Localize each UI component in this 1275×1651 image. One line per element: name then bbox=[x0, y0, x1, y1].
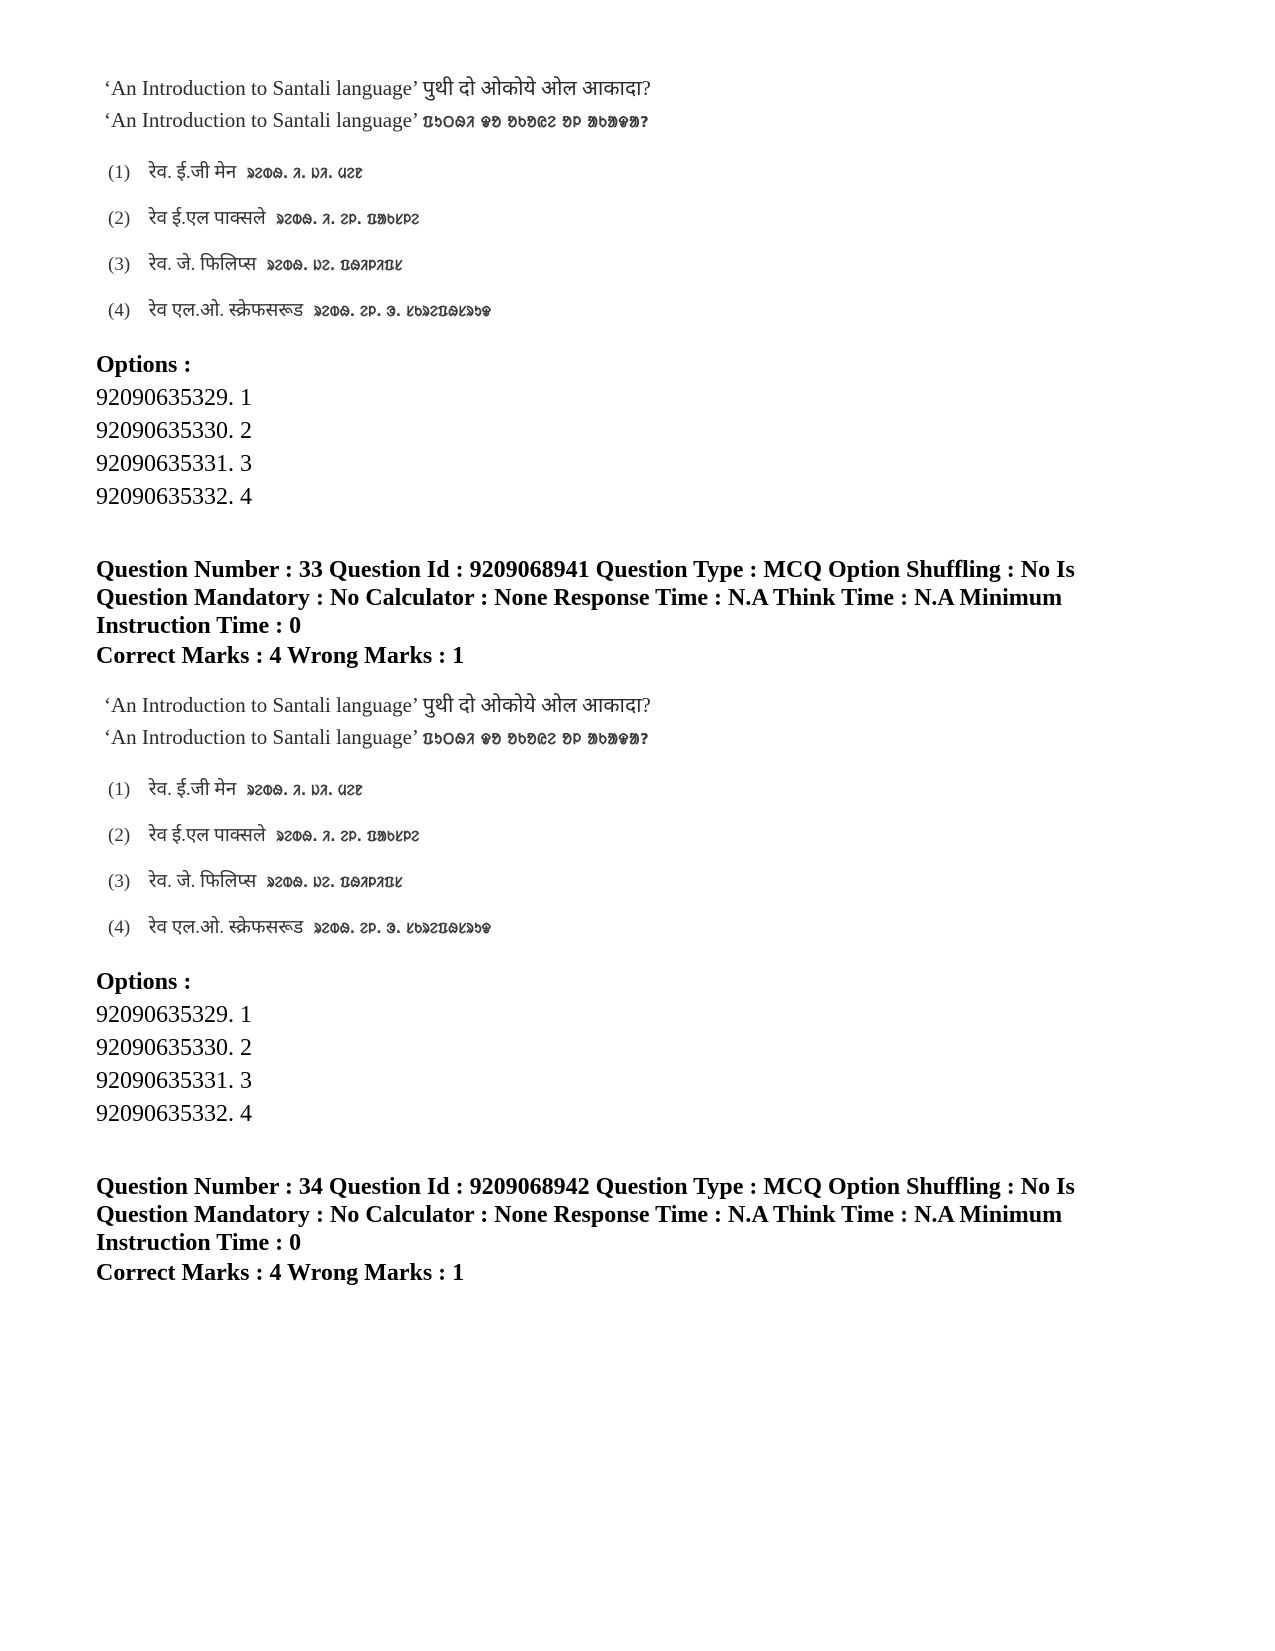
question-meta-line: Instruction Time : 0 bbox=[96, 613, 302, 639]
question-meta bbox=[96, 556, 1096, 640]
option-text-santali: ᱨᱮᱵᱷ. ᱤ. ᱡᱤ. ᱢᱮᱱ bbox=[247, 166, 363, 182]
question-text-hi: पुथी दो ओकोये ओल आकादा? bbox=[422, 76, 651, 100]
marks-line: Correct Marks : 4 Wrong Marks : 1 bbox=[96, 643, 465, 669]
option-text-santali: ᱨᱮᱵᱷ. ᱤ. ᱮᱞ. ᱯᱟᱠᱥᱞᱮ bbox=[276, 829, 420, 845]
option-id: 92090635330. 2 bbox=[96, 1035, 252, 1061]
question-meta bbox=[96, 1173, 1096, 1257]
answer-option bbox=[96, 196, 696, 242]
option-text-santali: ᱨᱮᱵᱷ. ᱤ. ᱡᱤ. ᱢᱮᱱ bbox=[247, 783, 363, 799]
marks-line: Correct Marks : 4 Wrong Marks : 1 bbox=[96, 1260, 465, 1286]
question-image bbox=[96, 689, 696, 951]
question-meta-line: Question Mandatory : No Calculator : None Response Time : N.A Think Time : N.A Minimum bbox=[96, 585, 1063, 611]
option-number: (4) bbox=[108, 300, 131, 321]
option-id: 92090635332. 4 bbox=[96, 1101, 252, 1127]
option-text-hi: रेव. ई.जी मेन bbox=[148, 162, 237, 183]
question-meta-line: Instruction Time : 0 bbox=[96, 1230, 302, 1256]
question-text-en: ‘An Introduction to Santali language’ bbox=[104, 725, 418, 749]
option-text-hi: रेव. जे. फिलिप्स bbox=[148, 254, 257, 275]
question-text-en: ‘An Introduction to Santali language’ bbox=[104, 693, 418, 717]
option-text-santali: ᱨᱮᱵᱷ. ᱤ. ᱮᱞ. ᱯᱟᱠᱥᱞᱮ bbox=[276, 212, 420, 228]
question-text-hi: पुथी दो ओकोये ओल आकादा? bbox=[422, 693, 651, 717]
option-text-hi: रेव एल.ओ. स्क्रेफसरूड bbox=[148, 300, 304, 321]
option-text-hi: रेव ई.एल पाक्सले bbox=[148, 825, 266, 846]
answer-option bbox=[96, 859, 696, 905]
question-image bbox=[96, 72, 696, 334]
options-heading: Options : bbox=[96, 969, 192, 995]
option-number: (2) bbox=[108, 208, 131, 229]
option-id: 92090635331. 3 bbox=[96, 451, 252, 477]
option-id: 92090635329. 1 bbox=[96, 1002, 252, 1028]
option-number: (2) bbox=[108, 825, 131, 846]
question-meta-line: Question Number : 34 Question Id : 9209068942 Question Type : MCQ Option Shuffling : No Is bbox=[96, 1174, 1075, 1200]
option-text-santali: ᱨᱮᱵᱷ. ᱡᱮ. ᱯᱷᱤᱞᱤᱯᱥ bbox=[267, 875, 403, 891]
question-text-en: ‘An Introduction to Santali language’ bbox=[104, 108, 418, 132]
options-list bbox=[96, 966, 252, 1131]
option-number: (4) bbox=[108, 917, 131, 938]
answer-option bbox=[96, 767, 696, 813]
option-number: (3) bbox=[108, 871, 131, 892]
answer-option bbox=[96, 150, 696, 196]
option-id: 92090635329. 1 bbox=[96, 385, 252, 411]
options-heading: Options : bbox=[96, 352, 192, 378]
question-line-english-santali bbox=[96, 104, 696, 136]
question-line-english-hindi bbox=[96, 689, 696, 721]
answer-option bbox=[96, 905, 696, 951]
option-text-hi: रेव. ई.जी मेन bbox=[148, 779, 237, 800]
options-list bbox=[96, 349, 252, 514]
answer-option bbox=[96, 288, 696, 334]
option-text-santali: ᱨᱮᱵᱷ. ᱡᱮ. ᱯᱷᱤᱞᱤᱯᱥ bbox=[267, 258, 403, 274]
question-text-santali: ᱯᱩᱛᱷᱤ ᱫᱚ ᱚᱠᱚᱭᱮ ᱚᱞ ᱟᱠᱟᱫᱟ? bbox=[422, 730, 650, 748]
answer-option bbox=[96, 813, 696, 859]
option-number: (1) bbox=[108, 779, 131, 800]
question-text-en: ‘An Introduction to Santali language’ bbox=[104, 76, 418, 100]
question-meta-line: Question Mandatory : No Calculator : None Response Time : N.A Think Time : N.A Minimum bbox=[96, 1202, 1063, 1228]
question-meta-line: Question Number : 33 Question Id : 9209068941 Question Type : MCQ Option Shuffling : No Is bbox=[96, 557, 1075, 583]
option-text-santali: ᱨᱮᱵᱷ. ᱮᱞ. ᱳ. ᱥᱠᱨᱮᱯᱷᱥᱨᱩᱫ bbox=[314, 921, 492, 937]
option-text-hi: रेव एल.ओ. स्क्रेफसरूड bbox=[148, 917, 304, 938]
option-text-santali: ᱨᱮᱵᱷ. ᱮᱞ. ᱳ. ᱥᱠᱨᱮᱯᱷᱥᱨᱩᱫ bbox=[314, 304, 492, 320]
question-line-english-santali bbox=[96, 721, 696, 753]
option-text-hi: रेव ई.एल पाक्सले bbox=[148, 208, 266, 229]
option-number: (3) bbox=[108, 254, 131, 275]
option-id: 92090635331. 3 bbox=[96, 1068, 252, 1094]
question-line-english-hindi bbox=[96, 72, 696, 104]
option-text-hi: रेव. जे. फिलिप्स bbox=[148, 871, 257, 892]
option-id: 92090635330. 2 bbox=[96, 418, 252, 444]
question-text-santali: ᱯᱩᱛᱷᱤ ᱫᱚ ᱚᱠᱚᱭᱮ ᱚᱞ ᱟᱠᱟᱫᱟ? bbox=[422, 113, 650, 131]
option-number: (1) bbox=[108, 162, 131, 183]
answer-option bbox=[96, 242, 696, 288]
option-id: 92090635332. 4 bbox=[96, 484, 252, 510]
